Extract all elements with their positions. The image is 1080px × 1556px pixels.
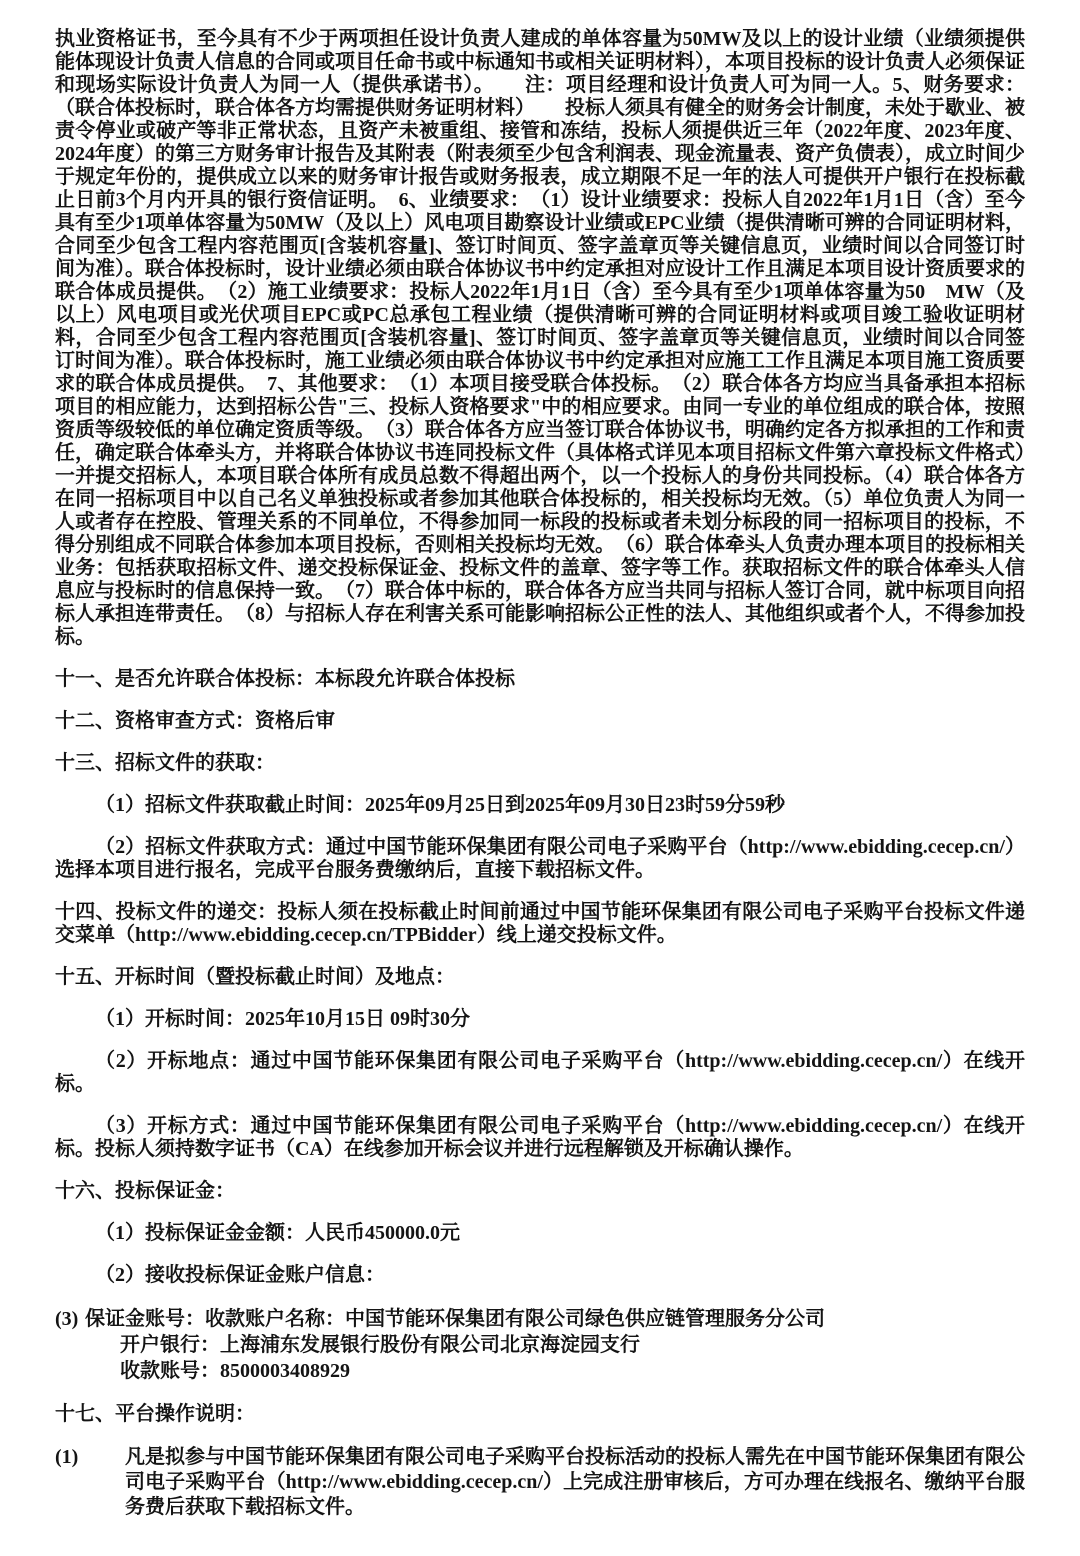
- platform-instruction-item-1: [55, 1445, 1025, 1520]
- section-16-item-1-bond-amount: （1）投标保证金金额：人民币450000.0元: [95, 1222, 460, 1244]
- section-12-qualification-review-method: 十二、资格审查方式：资格后审: [55, 710, 335, 732]
- section-15-item-3-opening-method: （3）开标方式：通过中国节能环保集团有限公司电子采购平台（http://www.ebidding.cecep.cn/）在线开标。投标人须持数字证书（CA）在线参加开标会议并进行远程解锁及开标确认操作。: [55, 1115, 1025, 1160]
- qualification-requirements-paragraph: 执业资格证书，至今具有不少于两项担任设计负责人建成的单体容量为50MW及以上的设计业绩（业绩须提供能体现设计负责人信息的合同或项目任命书或中标通知书或相关证明材料），本项目投标的设计负责人必须保证和现场实际设计负责人为同一人（提供承诺书）。 注：项目经理和设计负责人可为同一人。5、财务要求：（联合体投标时，联合体各方均需提供财务证明材料） 投标人须具有健全的财务会计制度，未处于歇业、被责令停业或破产等非正常状态，且资产未被重组、接管和冻结，投标人须提供近三年（2022年度、2023年度、2024年度）的第三方财务审计报告及其附表（附表须至少包含利润表、现金流量表、资产负债表），成立时间少于规定年份的，提供成立以来的财务审计报告或财务报表，成立期限不足一年的法人可提供开户银行在投标截止日前3个月内开具的银行资信证明。 6、业绩要求： （1）设计业绩要求：投标人自2022年1月1日（含）至今具有至少1项单体容量为50MW（及以上）风电项目勘察设计业绩或EPC业绩（提供清晰可辨的合同证明材料，合同至少包含工程内容范围页[含装机容量]、签订时间页、签字盖章页等关键信息页，业绩时间以合同签订时间为准）。联合体投标时，设计业绩必须由联合体协议书中约定承担对应设计工作且满足本项目设计资质要求的联合体成员提供。 （2）施工业绩要求：投标人2022年1月1日（含）至今具有至少1项单体容量为50 MW（及以上）风电项目或光伏项目EPC或PC总承包工程业绩（提供清晰可辨的合同证明材料或项目竣工验收证明材料，合同至少包含工程内容范围页[含装机容量]、签订时间页、签字盖章页等关键信息页，业绩时间以合同签订时间为准）。联合体投标时，施工业绩必须由联合体协议书中约定承担对应施工工作且满足本项目施工资质要求的联合体成员提供。 7、其他要求： （1）本项目接受联合体投标。 （2）联合体各方均应当具备承担本招标项目的相应能力，达到招标公告"三、投标人资格要求"中的相应要求。由同一专业的单位组成的联合体，按照资质等级较低的单位确定资质等级。 （3）联合体各方应当签订联合体协议书，明确约定各方拟承担的工作和责任，确定联合体牵头方，并将联合体协议书连同投标文件（具体格式详见本项目招标文件第六章投标文件格式）一并提交招标人，本项目联合体所有成员总数不得超出两个，以一个投标人的身份共同投标。（4）联合体各方在同一招标项目中以自己名义单独投标或者参加其他联合体投标的，相关投标均无效。（5）单位负责人为同一人或者存在控股、管理关系的不同单位，不得参加同一标段的投标或者未划分标段的同一招标项目的投标，不得分别组成不同联合体参加本项目投标，否则相关投标均无效。 （6）联合体牵头人负责办理本项目的投标相关业务：包括获取招标文件、递交投标保证金、投标文件的盖章、签字等工作。获取招标文件的联合体牵头人信息应与投标时的信息保持一致。 （7）联合体中标的，联合体各方应当共同与招标人签订合同，就中标项目向招标人承担连带责任。 （8）与招标人存在利害关系可能影响招标公正性的法人、其他组织或者个人，不得参加投标。: [55, 28, 1025, 648]
- section-11-consortium-allowed: 十一、是否允许联合体投标：本标段允许联合体投标: [55, 668, 515, 690]
- deposit-account-block: [55, 1306, 1025, 1384]
- item-marker-1: (1): [55, 1446, 79, 1468]
- section-17-platform-instructions-heading: 十七、平台操作说明：: [55, 1403, 255, 1425]
- item-marker-3: (3): [55, 1308, 79, 1330]
- section-13-document-acquisition-heading: 十三、招标文件的获取：: [55, 752, 275, 774]
- section-13-item-1-deadline: （1）招标文件获取截止时间：2025年09月25日到2025年09月30日23时59分59秒: [95, 794, 785, 816]
- bank-name-line: 开户银行：上海浦东发展银行股份有限公司北京海淀园支行: [120, 1334, 640, 1356]
- account-name-text: 保证金账号：收款账户名称：中国节能环保集团有限公司绿色供应链管理服务分公司: [85, 1308, 825, 1330]
- account-name-line: [55, 1306, 1025, 1332]
- section-15-item-1-opening-time: （1）开标时间：2025年10月15日 09时30分: [95, 1008, 470, 1030]
- section-15-bid-opening-heading: 十五、开标时间（暨投标截止时间）及地点：: [55, 966, 455, 988]
- account-number-line: 收款账号：8500003408929: [120, 1360, 350, 1382]
- section-16-item-2-bond-account-info: （2）接收投标保证金账户信息：: [95, 1264, 385, 1286]
- section-13-item-2-acquisition-method: （2）招标文件获取方式：通过中国节能环保集团有限公司电子采购平台（http://www.ebidding.cecep.cn/）选择本项目进行报名，完成平台服务费缴纳后，直接下载招标文件。: [55, 836, 1025, 881]
- section-14-bid-submission: 十四、投标文件的递交：投标人须在投标截止时间前通过中国节能环保集团有限公司电子采购平台投标文件递交菜单（http://www.ebidding.cecep.cn/TPBidder）线上递交投标文件。: [55, 901, 1025, 946]
- section-15-item-2-opening-location: （2）开标地点：通过中国节能环保集团有限公司电子采购平台（http://www.ebidding.cecep.cn/）在线开标。: [55, 1050, 1025, 1095]
- platform-instruction-text: 凡是拟参与中国节能环保集团有限公司电子采购平台投标活动的投标人需先在中国节能环保集团有限公司电子采购平台（http://www.ebidding.cecep.cn/）上完成注册审核后，方可办理在线报名、缴纳平台服务费后获取下载招标文件。: [125, 1446, 1025, 1518]
- section-16-bid-bond-heading: 十六、投标保证金：: [55, 1180, 235, 1202]
